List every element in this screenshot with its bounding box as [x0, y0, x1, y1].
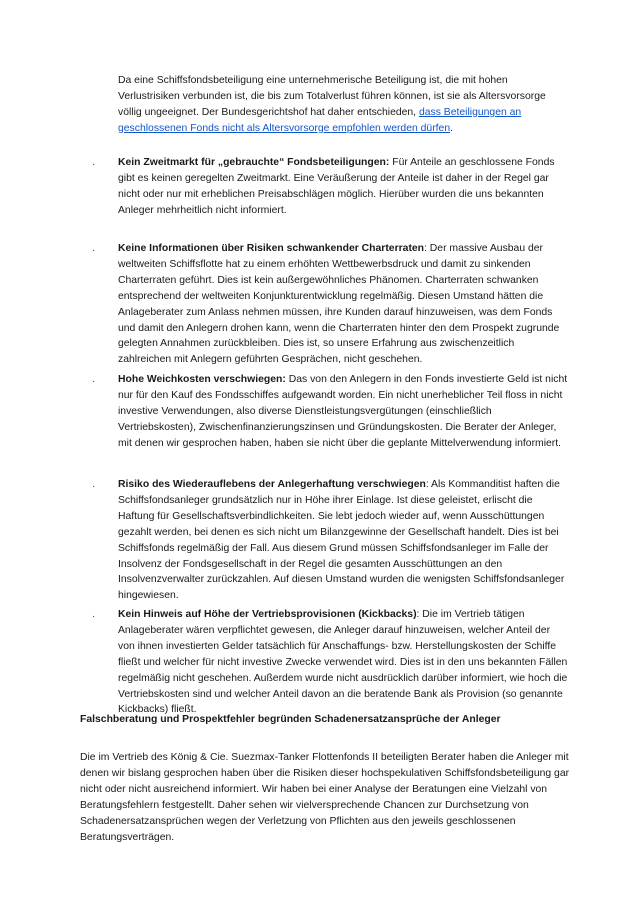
bullet-title: Kein Hinweis auf Höhe der Vertriebsprovisionen (Kickbacks): [118, 609, 417, 620]
bullet-mark: ·: [92, 611, 96, 622]
bullet-text: : Die im Vertrieb tätigen Anlageberater wären verpflichtet gewesen, die Anleger darauf hinzuweisen, welcher Anteil der von ihnen investierten Gelder tatsächlich für Anschaffungs- bzw. Herstellungskosten der Schiffe fließt und welcher für nicht investive Zwecke verwendet wird. Dies ist in den uns bekannten Fällen regelmäßig nicht geschehen. Außerdem wurde nicht ausdrücklich darüber informiert, wie hoch die Vertriebskosten sind und welcher Anteil davon an die beratende Bank als Provision (so genannte Kickbacks) fließt.: [118, 609, 568, 716]
closing-text: Die im Vertrieb des König & Cie. Suezmax-Tanker Flottenfonds II beteiligten Berater haben die Anleger mit denen wir bislang gesprochen haben über die Risiken dieser hochspekulativen Schiffsfondsbeteiligung gar nicht oder nicht ausreichend informiert. Wir haben bei einer Analyse der Beratungen eine Vielzahl von Beratungsfehlern festgestellt. Daher sehen wir vielversprechende Chancen zur Durchsetzung von Schadenersatzansprüchen wegen der Verletzung von Pflichten aus den jeweils geschlossenen Beratungsverträgen.: [80, 752, 570, 843]
heading-text: Falschberatung und Prospektfehler begründen Schadenersatzansprüche der Anleger: [80, 714, 501, 725]
intro-end: .: [450, 122, 454, 134]
bullet-text: : Als Kommanditist haften die Schiffsfondsanleger grundsätzlich nur in Höhe ihrer Einlage. Ist diese geleistet, erlischt die Haftung für Gesellschaftsverbindlichkeiten. Sie lebt jedoch wieder auf, wenn Ausschüttungen gezahlt werden, bei denen es sich nicht um Bilanzgewinne der Gesellschaft handelt. Dies ist bei Schiffsfonds regelmäßig der Fall. Aus diesem Grund müssen Schiffsfondsanleger im Falle der Insolvenz der Fondsgesellschaft in der Regel die gesamten Ausschüttungen an den Insolvenzverwalter zurückzahlen. Auf diesen Umstand wurden die wenigsten Schiffsfondsanleger hingewiesen.: [118, 479, 565, 602]
bullet-mark: ·: [92, 245, 96, 256]
bullet-title: Risiko des Wiederauflebens der Anlegerhaftung verschwiegen: [118, 479, 426, 490]
bullet-charter-rates: [118, 241, 568, 368]
bgh-ruling-link[interactable]: dass Beteiligungen an geschlossenen Fonds nicht als Altersvorsorge empfohlen werden dürfen: [118, 106, 522, 134]
bullet-mark: ·: [92, 376, 96, 387]
bullet-title: Hohe Weichkosten verschwiegen:: [118, 374, 286, 385]
bullet-text: : Der massive Ausbau der weltweiten Schiffsflotte hat zu einem erhöhten Wettbewerbsdruck und damit zu sinkenden Charterraten geführt. Dies ist kein außergewöhnliches Phänomen. Charterraten schwanken entsprechend der weltweiten Konjunkturentwicklung regelmäßig. Diesen Umstand hätten die Anlageberater zum Anlass nehmen müssen, ihre Kunden darauf hinzuweisen, was dem Fonds und damit den Anlegern drohen kann, wenn die Charterraten hinter den dem Prospekt zugrunde gelegten Annahmen zurückbleiben. Dies ist, so unsere Erfahrung aus zwischenzeitlich zahlreichen mit Anlegern geführten Gesprächen, nicht geschehen.: [118, 243, 560, 366]
bullet-liability: [118, 477, 568, 604]
bullet-secondary-market: [118, 155, 568, 219]
bullet-kickbacks: [118, 607, 568, 718]
bullet-title: Kein Zweitmarkt für „gebrauchte“ Fondsbeteiligungen:: [118, 157, 390, 168]
bullet-mark: ·: [92, 481, 96, 492]
intro-text: Da eine Schiffsfondsbeteiligung eine unternehmerische Beteiligung ist, die mit hohen Verlustrisiken verbunden ist, die bis zum Totalverlust führen können, ist sie als Altersvorsorge völlig ungeeignet. Der Bundesgerichtshof hat daher entschieden,: [118, 75, 546, 118]
closing-paragraph: [80, 750, 570, 845]
bullet-soft-costs: [118, 372, 568, 452]
bullet-text: Für Anteile an geschlossene Fonds gibt es keinen geregelten Zweitmarkt. Eine Veräußerung der Anteile ist daher in der Regel gar nicht oder nur mit erheblichen Preisabschlägen möglich. Hierüber wurden die uns bekannten Anleger mehrheitlich nicht informiert.: [118, 157, 555, 216]
bullet-title: Keine Informationen über Risiken schwankender Charterraten: [118, 243, 425, 254]
bullet-text: Das von den Anlegern in den Fonds investierte Geld ist nicht nur für den Kauf des Fondsschiffes aufgewandt worden. Ein nicht unerheblicher Teil floss in nicht investive Verwendungen, also diverse Dienstleistungsvergütungen (einschließlich Vertriebskosten), Zwischenfinanzierungszinsen und Gründungskosten. Die Berater der Anleger, mit denen wir gesprochen haben, haben sie nicht über die geplante Mittelverwendung informiert.: [118, 374, 568, 449]
intro-paragraph: [118, 73, 568, 137]
section-heading: [80, 712, 570, 728]
bullet-mark: ·: [92, 159, 96, 170]
